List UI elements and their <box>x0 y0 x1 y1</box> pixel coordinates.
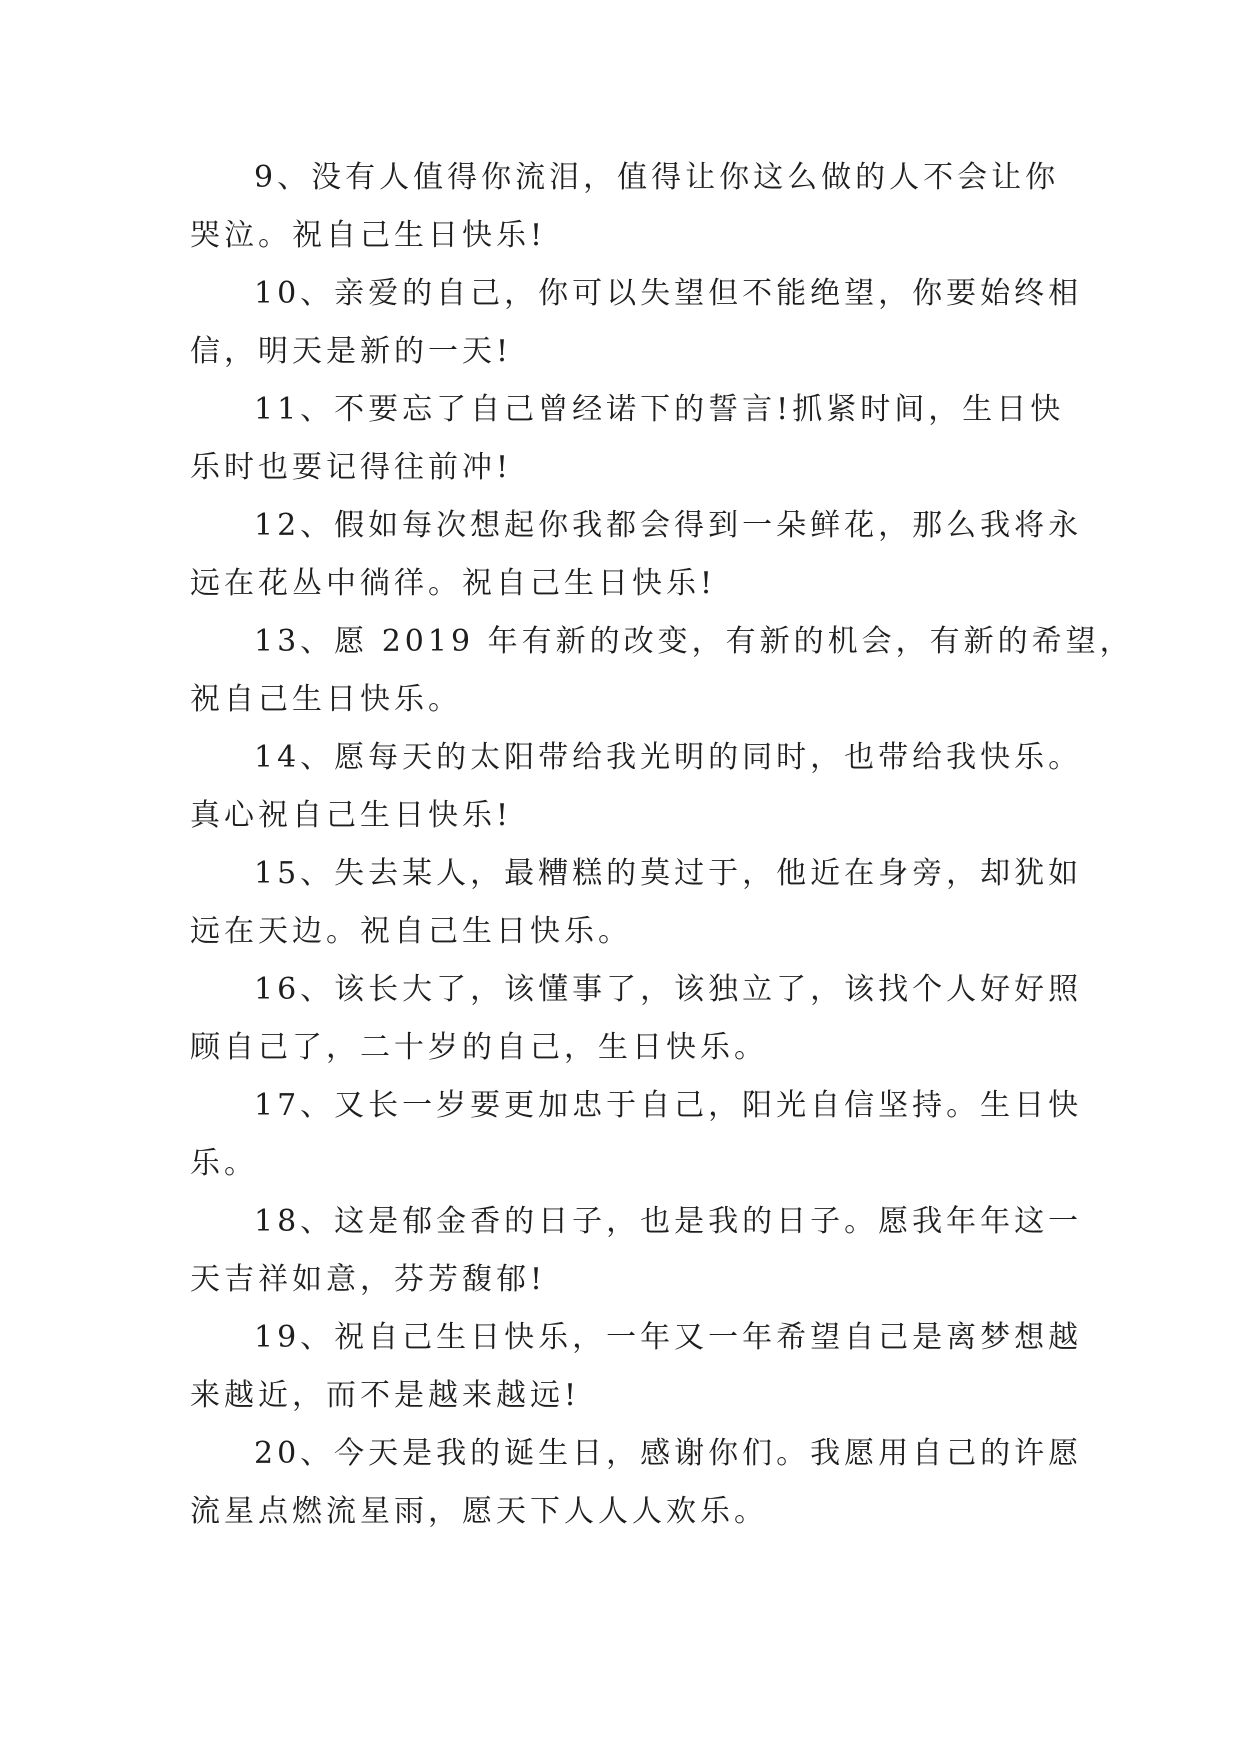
wish-line: 9、没有人值得你流泪，值得让你这么做的人不会让你 <box>254 160 1060 195</box>
wish-line: 14、愿每天的太阳带给我光明的同时，也带给我快乐。 <box>254 740 1083 775</box>
wish-entry-19 <box>190 1318 1083 1434</box>
wish-line: 10、亲爱的自己，你可以失望但不能绝望，你要始终相 <box>254 276 1083 311</box>
wish-line: 15、失去某人，最糟糕的莫过于，他近在身旁，却犹如 <box>254 856 1083 891</box>
wish-line: 祝自己生日快乐。 <box>190 682 462 717</box>
wish-entry-16 <box>190 970 1083 1086</box>
wish-line: 13、愿 2019 年有新的改变，有新的机会，有新的希望， <box>254 624 1134 659</box>
wish-entry-15 <box>190 854 1083 970</box>
wish-line: 12、假如每次想起你我都会得到一朵鲜花，那么我将永 <box>254 508 1083 543</box>
wish-entry-17 <box>190 1086 1083 1202</box>
wish-line: 来越近，而不是越来越远! <box>190 1378 581 1413</box>
wish-line: 信，明天是新的一天! <box>190 334 513 369</box>
wish-line: 乐时也要记得往前冲! <box>190 450 513 485</box>
wish-line: 顾自己了，二十岁的自己，生日快乐。 <box>190 1030 768 1065</box>
wish-entry-10 <box>190 274 1083 390</box>
wish-line: 17、又长一岁要更加忠于自己，阳光自信坚持。生日快 <box>254 1088 1083 1123</box>
wish-line: 乐。 <box>190 1146 258 1181</box>
wish-line: 18、这是郁金香的日子，也是我的日子。愿我年年这一 <box>254 1204 1083 1239</box>
wish-line: 流星点燃流星雨，愿天下人人人欢乐。 <box>190 1494 768 1529</box>
wish-entry-13 <box>190 622 1134 738</box>
wish-list <box>190 158 1134 1550</box>
wish-line: 20、今天是我的诞生日，感谢你们。我愿用自己的许愿 <box>254 1436 1083 1471</box>
wish-line: 19、祝自己生日快乐，一年又一年希望自己是离梦想越 <box>254 1320 1083 1355</box>
wish-entry-20 <box>190 1434 1083 1550</box>
wish-entry-18 <box>190 1202 1083 1318</box>
wish-entry-9 <box>190 158 1060 274</box>
wish-line: 远在花丛中徜徉。祝自己生日快乐! <box>190 566 717 601</box>
wish-line: 11、不要忘了自己曾经诺下的誓言!抓紧时间，生日快 <box>254 392 1065 427</box>
wish-line: 哭泣。祝自己生日快乐! <box>190 218 547 253</box>
wish-line: 天吉祥如意，芬芳馥郁! <box>190 1262 547 1297</box>
wish-line: 远在天边。祝自己生日快乐。 <box>190 914 632 949</box>
wish-line: 真心祝自己生日快乐! <box>190 798 513 833</box>
wish-entry-11 <box>190 390 1065 506</box>
wish-line: 16、该长大了，该懂事了，该独立了，该找个人好好照 <box>254 972 1083 1007</box>
wish-entry-14 <box>190 738 1083 854</box>
wish-entry-12 <box>190 506 1083 622</box>
